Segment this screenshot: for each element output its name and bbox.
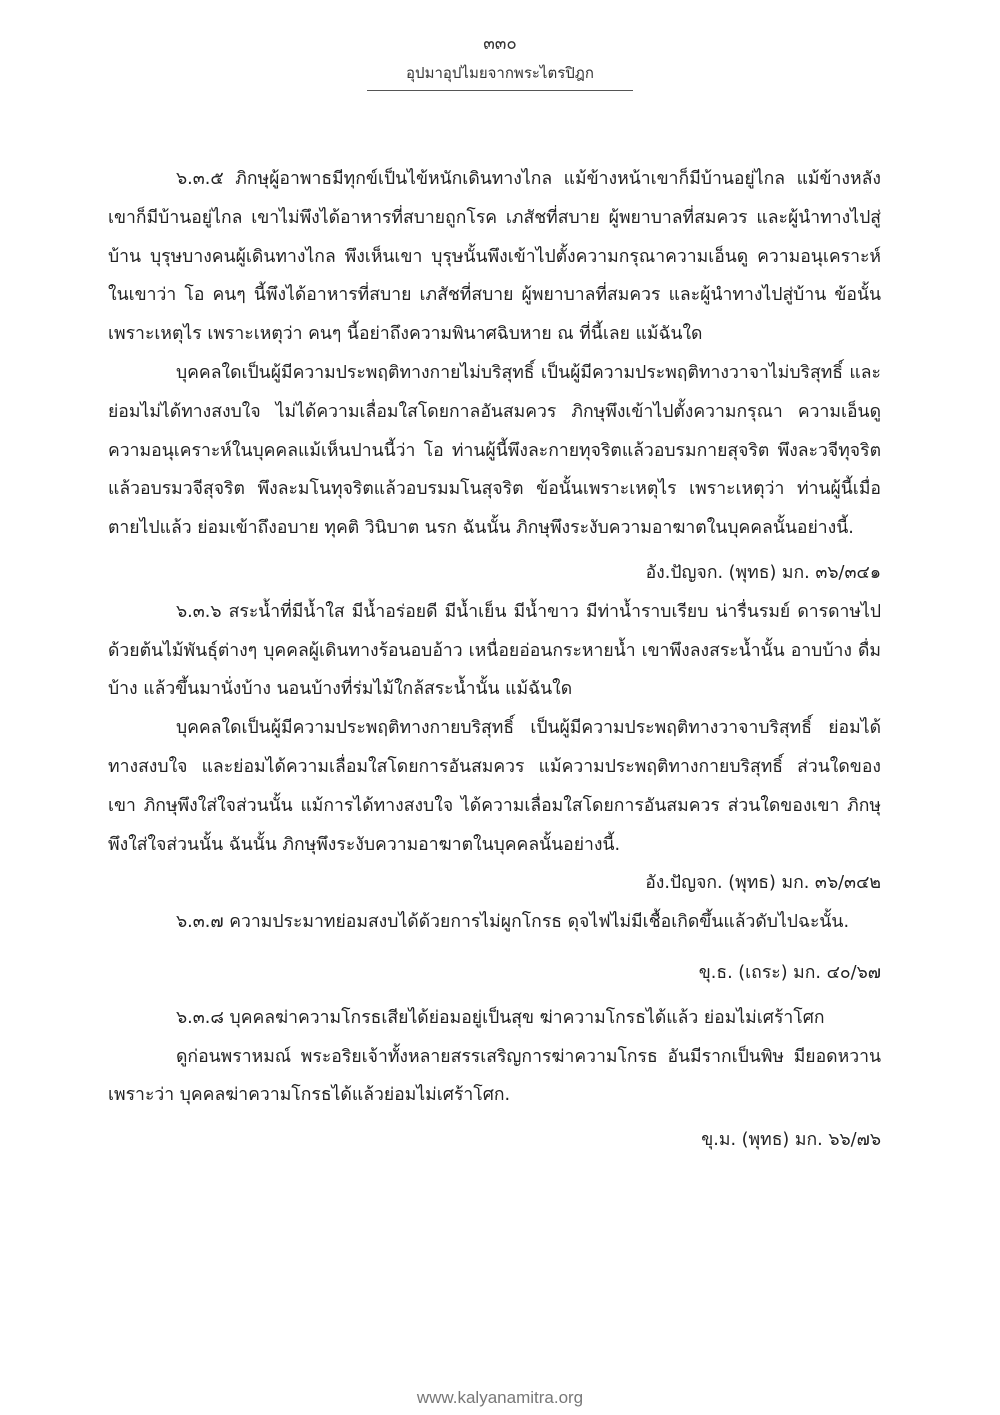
citation-reference: อัง.ปัญจก. (พุทธ) มก. ๓๖/๓๔๑ — [645, 562, 881, 583]
paragraph-6-3-5-application: บุคคลใดเป็นผู้มีความประพฤติทางกายไม่บริสุทธิ์ เป็นผู้มีความประพฤติทางวาจาไม่บริสุทธิ์ และย่อมไม่ได้ทางสงบใจ ไม่ได้ความเลื่อมใสโดยกาลอันสมควร ภิกษุพึงเข้าไปตั้งความกรุณา ความเอ็นดู ความอนุเคราะห์ในบุคคลแม้เห็นปานนี้ว่า โอ ท่านผู้นี้พึงละกายทุจริตแล้วอบรมกายสุจริต พึงละวจีทุจริตแล้วอบรมวจีสุจริต พึงละมโนทุจริตแล้วอบรมมโนสุจริต ข้อนั้นเพราะเหตุไร เพราะเหตุว่า ท่านผู้นี้เมื่อตายไปแล้ว ย่อมเข้าถึงอบาย ทุคติ วินิบาต นรก ฉันนั้น ภิกษุพึงระงับความอาฆาตในบุคคลนั้นอย่างนี้. — [108, 362, 881, 539]
page-header — [0, 34, 1000, 91]
paragraph-6-3-8-verse: ดูก่อนพราหมณ์ พระอริยเจ้าทั้งหลายสรรเสริญการฆ่าความโกรธ อันมีรากเป็นพิษ มียอดหวาน เพราะว่า บุคคลฆ่าความโกรธได้แล้วย่อมไม่เศร้าโศก. — [108, 1046, 881, 1106]
page-body — [108, 160, 881, 1160]
book-title: อุปมาอุปไมยจากพระไตรปิฎก — [406, 64, 594, 82]
paragraph-6-3-8: ๖.๓.๘ บุคคลฆ่าความโกรธเสียได้ย่อมอยู่เป็นสุข ฆ่าความโกรธได้แล้ว ย่อมไม่เศร้าโศก — [176, 1007, 825, 1028]
paragraph-6-3-6-application: บุคคลใดเป็นผู้มีความประพฤติทางกายบริสุทธิ์ เป็นผู้มีความประพฤติทางวาจาบริสุทธิ์ ย่อมได้ทางสงบใจ และย่อมได้ความเลื่อมใสโดยการอันสมควร แม้ความประพฤติทางกายบริสุทธิ์ ส่วนใดของเขา ภิกษุพึงใส่ใจส่วนนั้น แม้การได้ทางสงบใจ ได้ความเลื่อมใสโดยการอันสมควร ส่วนใดของเขา ภิกษุพึงใส่ใจส่วนนั้น ฉันนั้น ภิกษุพึงระงับความอาฆาตในบุคคลนั้นอย่างนี้. — [108, 718, 881, 855]
header-divider — [367, 90, 633, 91]
page-number: ๓๓๐ — [483, 34, 517, 54]
footer-url: www.kalyanamitra.org — [416, 1388, 584, 1407]
paragraph-6-3-6: ๖.๓.๖ สระน้ำที่มีน้ำใส มีน้ำอร่อยดี มีน้ำเย็น มีน้ำขาว มีท่าน้ำราบเรียบ น่ารื่นรมย์ ดารดาษไปด้วยต้นไม้พันธุ์ต่างๆ บุคคลผู้เดินทางร้อนอบอ้าว เหนื่อยอ่อนกระหายน้ำ เขาพึงลงสระน้ำนั้น อาบบ้าง ดื่มบ้าง แล้วขึ้นมานั่งบ้าง นอนบ้างที่ร่มไม้ใกล้สระน้ำนั้น แม้ฉันใด — [108, 601, 881, 700]
citation-reference: ขุ.ม. (พุทธ) มก. ๖๖/๗๖ — [701, 1130, 881, 1151]
paragraph-6-3-5: ๖.๓.๕ ภิกษุผู้อาพาธมีทุกข์เป็นไข้หนักเดินทางไกล แม้ข้างหน้าเขาก็มีบ้านอยู่ไกล แม้ข้างหลังเขาก็มีบ้านอยู่ไกล เขาไม่พึงได้อาหารที่สบายถูกโรค เภสัชที่สบาย ผู้พยาบาลที่สมควร และผู้นำทางไปสู่บ้าน บุรุษบางคนผู้เดินทางไกล พึงเห็นเขา บุรุษนั้นพึงเข้าไปตั้งความกรุณาความเอ็นดู ความอนุเคราะห์ในเขาว่า โอ คนๆ นี้พึงได้อาหารที่สบาย เภสัชที่สบาย ผู้พยาบาลที่สมควร และผู้นำทางไปสู่บ้าน ข้อนั้นเพราะเหตุไร เพราะเหตุว่า คนๆ นี้อย่าถึงความพินาศฉิบหาย ณ ที่นี้เลย แม้ฉันใด — [108, 169, 881, 345]
citation-reference: อัง.ปัญจก. (พุทธ) มก. ๓๖/๓๔๒ — [645, 873, 881, 894]
citation-reference: ขุ.ธ. (เถระ) มก. ๔๐/๖๗ — [698, 962, 881, 983]
paragraph-6-3-7: ๖.๓.๗ ความประมาทย่อมสงบได้ด้วยการไม่ผูกโกรธ ดุจไฟไม่มีเชื้อเกิดขึ้นแล้วดับไปฉะนั้น. — [176, 912, 850, 933]
